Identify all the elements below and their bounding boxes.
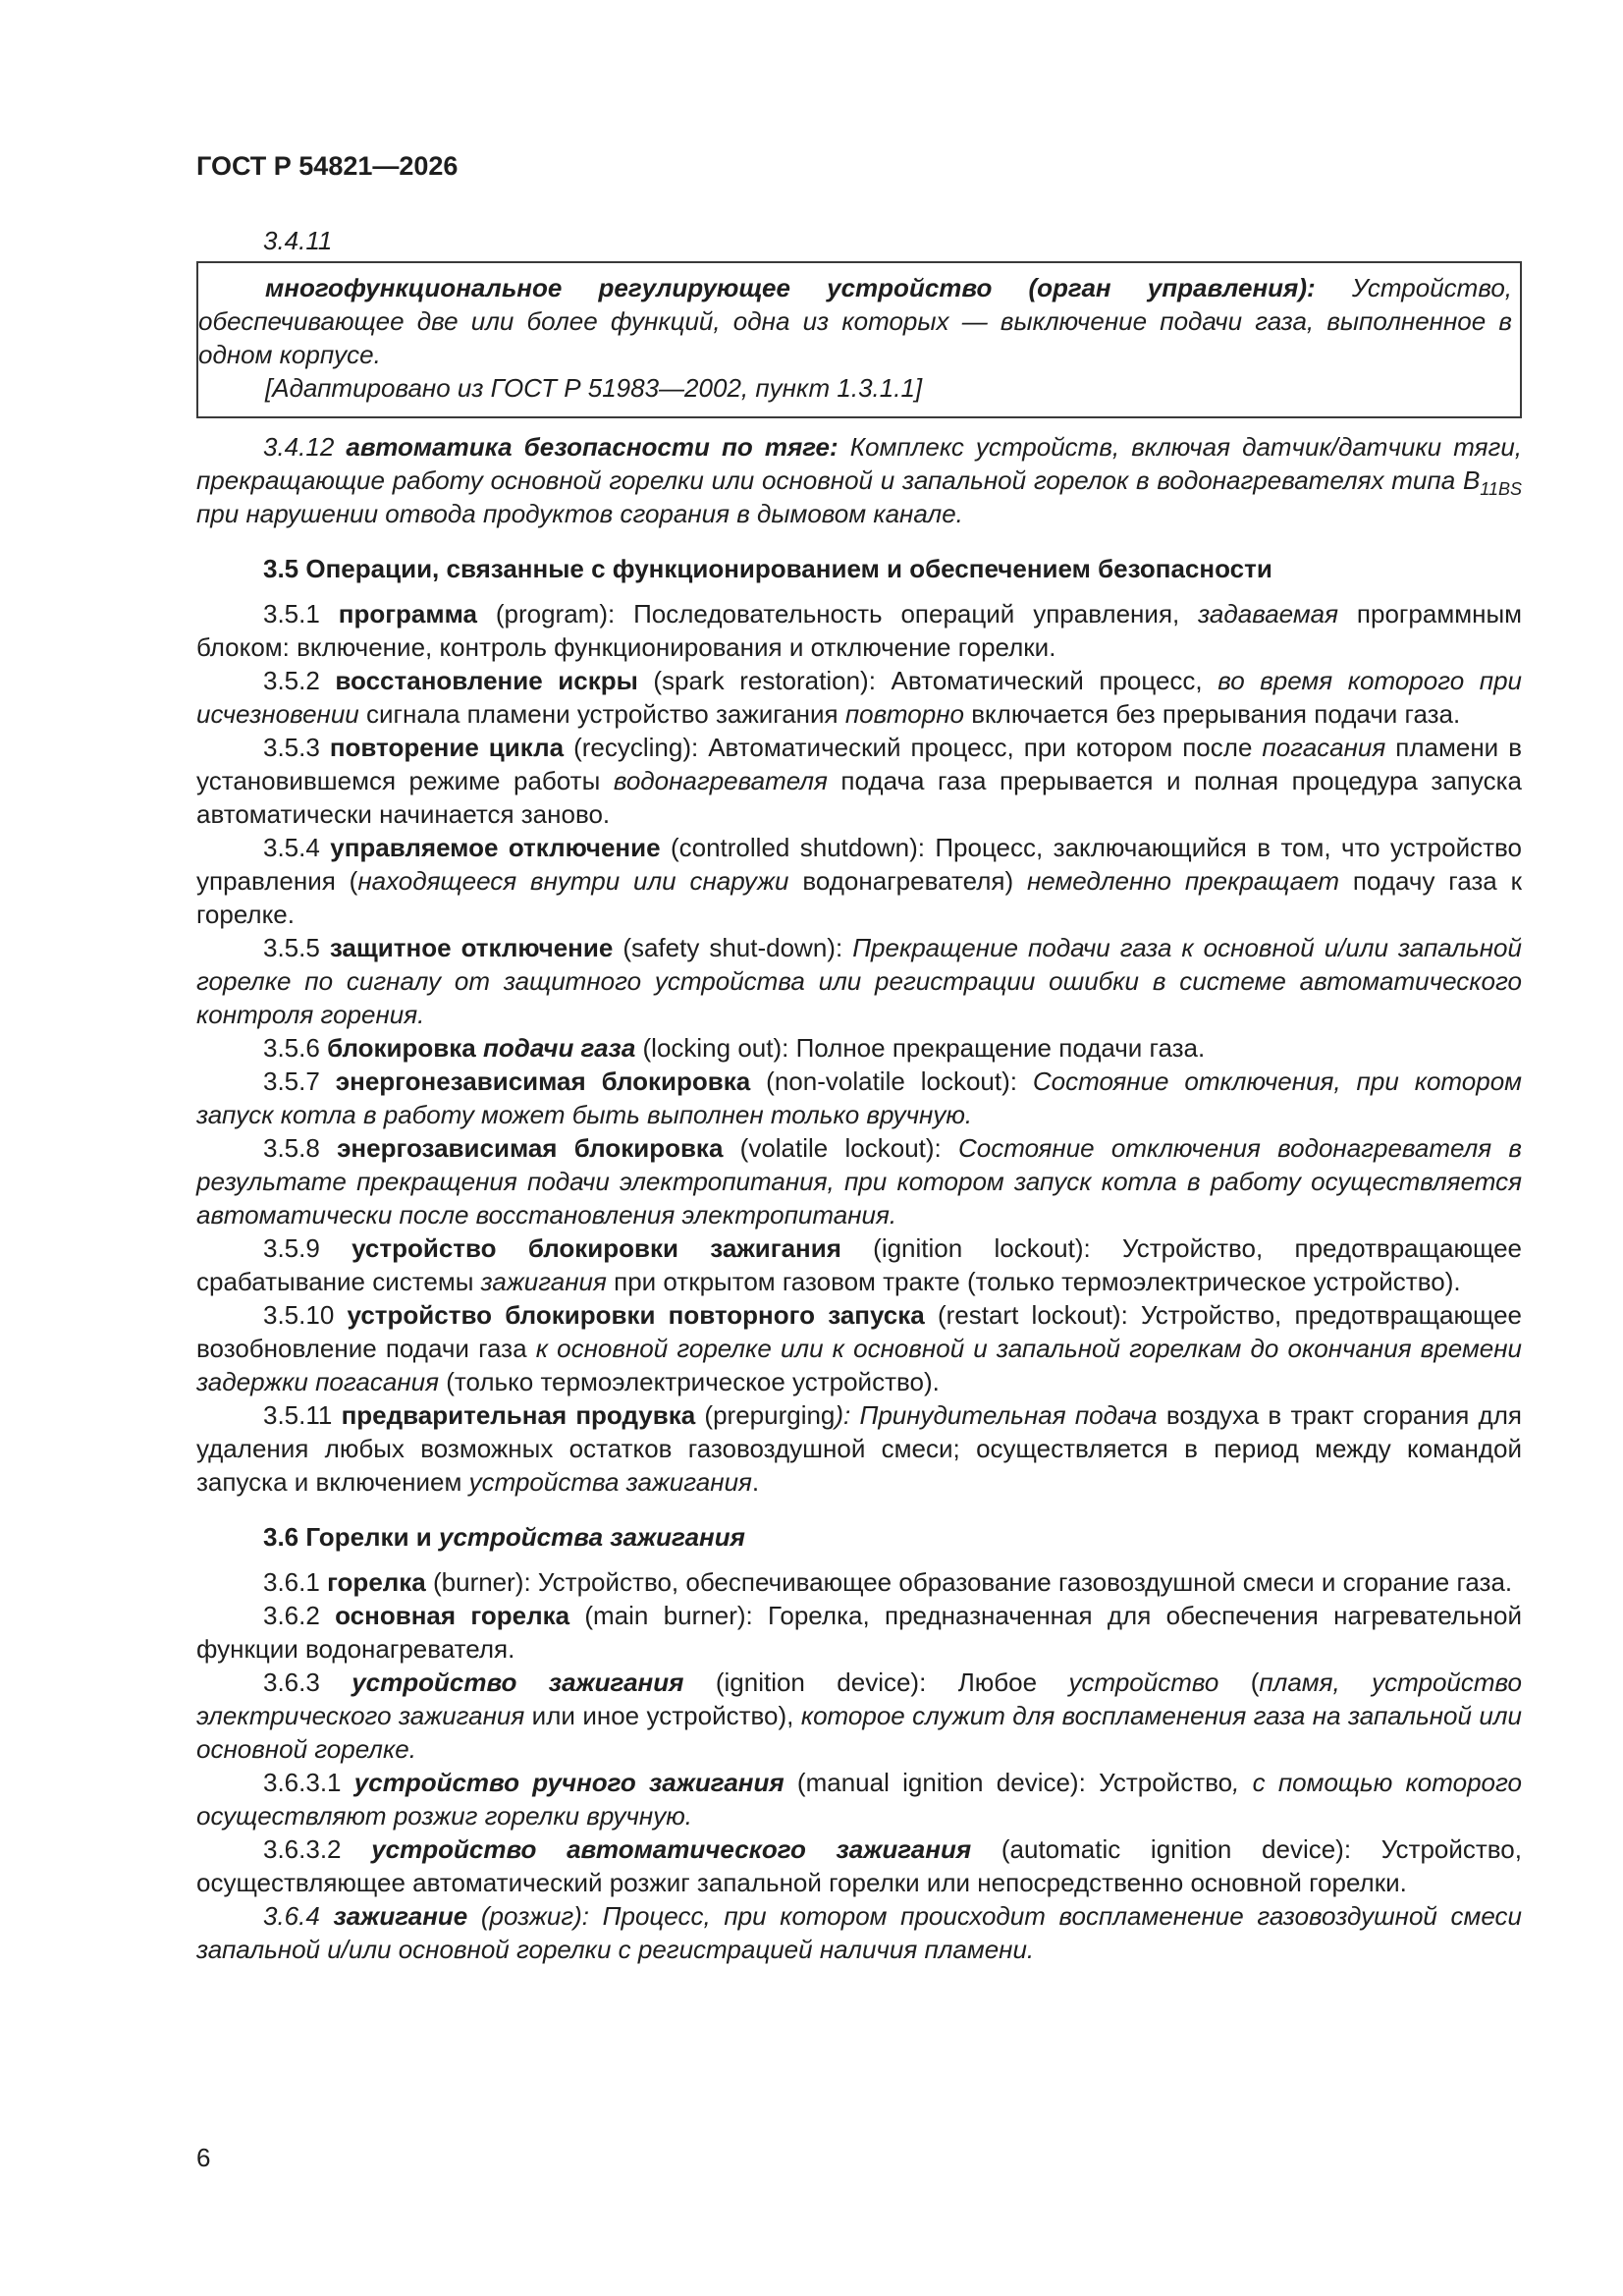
clause-3-5-2: 3.5.2 восстановление искры (spark restoration): Автоматический процесс, во время которого при исчезновении сигнала пламени устройство зажигания повторно включается без прерывания подачи газа. [196, 666, 1522, 729]
clause-3-5-10: 3.5.10 устройство блокировки повторного запуска (restart lockout): Устройство, предотвращающее возобновление подачи газа к основной горелке или к основной и запальной горелкам до окончания времени задержки погасания (только термоэлектрическое устройство). [196, 1300, 1523, 1396]
document-body [196, 224, 1522, 1966]
section-heading-3-5: 3.5 Операции, связанные с функционированием и обеспечением безопасности [263, 554, 1272, 583]
section-heading-3-6: 3.6 Горелки и устройства зажигания [263, 1522, 745, 1552]
clause-3-5-9: 3.5.9 устройство блокировки зажигания (ignition lockout): Устройство, предотвращающее срабатывание системы зажигания при открытом газовом тракте (только термоэлектрическое устройство). [196, 1233, 1522, 1296]
clause-3-5-4: 3.5.4 управляемое отключение (controlled shutdown): Процесс, заключающийся в том, что устройство управления (находящееся внутри или снаружи водонагревателя) немедленно прекращает подачу газа к горелке. [196, 833, 1522, 929]
clause-3-6-3-2: 3.6.3.2 устройство автоматического зажигания (automatic ignition device): Устройство, осуществляющее автоматический розжиг запальной горелки или непосредственно основной горелки. [196, 1834, 1522, 1897]
clause-3-6-2: 3.6.2 основная горелка (main burner): Горелка, предназначенная для обеспечения нагревательной функции водонагревателя. [196, 1601, 1522, 1664]
box-definition: многофункциональное регулирующее устройство (орган управления): Устройство, обеспечивающее две или более функций, одна из которых — выключение подачи газа, выполненное в одном корпусе. [198, 273, 1513, 369]
clause-3-6-1: 3.6.1 горелка (burner): Устройство, обеспечивающее образование газовоздушной смеси и сгорание газа. [263, 1567, 1513, 1597]
clause-3-5-5: 3.5.5 защитное отключение (safety shut-down): Прекращение подачи газа к основной и/или запальной горелке по сигналу от защитного устройства или регистрации ошибки в системе автоматического контроля горения. [196, 933, 1522, 1029]
clause-3-6-3-1: 3.6.3.1 устройство ручного зажигания (manual ignition device): Устройство, с помощью которого осуществляют розжиг горелки вручную. [196, 1768, 1522, 1831]
definition-box [196, 261, 1522, 418]
clause-3-4-12: 3.4.12 автоматика безопасности по тяге: Комплекс устройств, включая датчик/датчики тяги, прекращающие работу основной горелки или основной и запальной горелок в водонагревателях типа $В_{11BS}$ при нарушении отвода продуктов сгорания в дымовом канале. [196, 432, 1522, 528]
clause-3-5-3: 3.5.3 повторение цикла (recycling): Автоматический процесс, при котором после погасания пламени в установившемся режиме работы водонагревателя подача газа прерывается и полная процедура запуска автоматически начинается заново. [196, 733, 1523, 829]
standard-code-header: ГОСТ Р 54821—2026 [196, 151, 459, 181]
clause-3-5-1: 3.5.1 программа (program): Последовательность операций управления, задаваемая программным блоком: включение, контроль функционирования и отключение горелки. [196, 599, 1522, 662]
clause-3-5-6: 3.5.6 блокировка подачи газа (locking out): Полное прекращение подачи газа. [263, 1033, 1206, 1063]
page-number: 6 [196, 2143, 211, 2172]
clause-3-5-11: 3.5.11 предварительная продувка (prepurging): Принудительная подача воздуха в тракт сгорания для удаления любых возможных остатков газовоздушной смеси; осуществляется в период между командой запуска и включением устройства зажигания. [196, 1400, 1522, 1497]
box-term: многофункциональное регулирующее устройство (орган управления): [265, 273, 1316, 302]
box-clause-number: 3.4.11 [263, 226, 333, 255]
clause-3-5-8: 3.5.8 энергозависимая блокировка (volatile lockout): Состояние отключения водонагревателя в результате прекращения подачи электропитания, при котором запуск котла в работу осуществляется автоматически после восстановления электропитания. [196, 1133, 1523, 1230]
box-reference: [Адаптировано из ГОСТ Р 51983—2002, пункт 1.3.1.1] [265, 373, 923, 403]
clause-3-6-4: 3.6.4 зажигание (розжиг): Процесс, при котором происходит воспламенение газовоздушной смеси запальной и/или основной горелки с регистрацией наличия пламени. [196, 1901, 1522, 1964]
clause-3-5-7: 3.5.7 энергонезависимая блокировка (non-volatile lockout): Состояние отключения, при котором запуск котла в работу может быть выполнен только вручную. [196, 1066, 1522, 1129]
clause-3-6-3: 3.6.3 устройство зажигания (ignition device): Любое устройство (пламя, устройство электрического зажигания или иное устройство), которое служит для воспламенения газа на запальной или основной горелке. [196, 1667, 1522, 1764]
